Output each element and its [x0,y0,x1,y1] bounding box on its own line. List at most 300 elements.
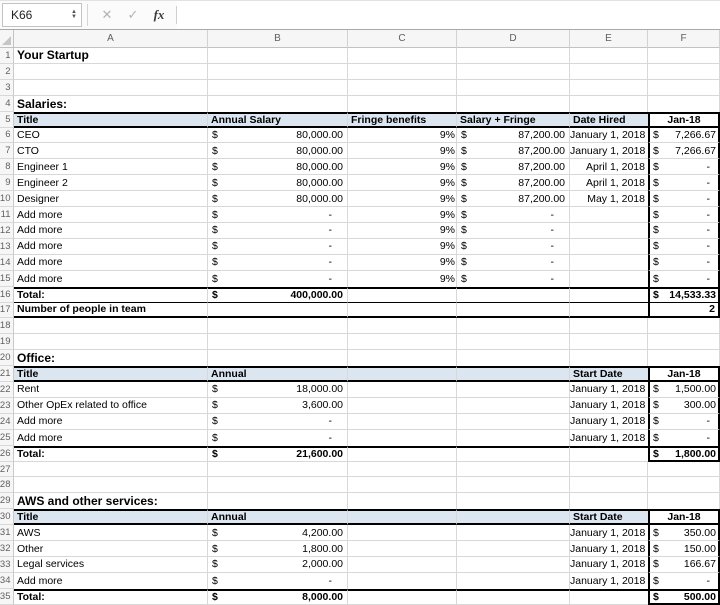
sheet-row-22 [0,382,720,398]
cell-E18[interactable] [570,318,648,334]
cell-D27[interactable] [457,462,570,478]
cell-C30[interactable] [348,509,457,525]
cell-C15[interactable] [348,271,457,287]
cell-A6[interactable] [14,128,208,144]
cell-A20[interactable] [14,350,208,366]
cell-D4[interactable] [457,96,570,112]
cell-C35[interactable] [348,589,457,605]
cell-C17[interactable] [348,303,457,319]
column-header-C[interactable]: C [348,30,457,48]
table-header-label: Title [17,511,39,524]
row-header-9[interactable]: 9 [0,175,14,191]
cell-text: Other OpEx related to office [17,399,147,412]
cell-A31[interactable] [14,525,208,541]
cell-C29[interactable] [348,493,457,509]
cell-E27[interactable] [570,462,648,478]
cell-value: January 1, 2018 [570,574,646,587]
cell-A28[interactable] [14,477,208,493]
cell-A21[interactable] [14,366,208,382]
cell-C7[interactable] [348,143,457,159]
cell-F17[interactable] [648,303,720,319]
row-header-23[interactable]: 23 [0,398,14,414]
sheet-row-3 [0,80,720,96]
cell-value: January 1, 2018 [570,415,646,428]
row-header-14[interactable]: 14 [0,255,14,271]
cell-B17[interactable] [208,303,348,319]
cell-A29[interactable] [14,493,208,509]
sheet-grid [0,48,720,605]
cell-E2[interactable] [570,64,648,80]
cell-F33[interactable] [648,557,720,573]
cell-B8[interactable] [208,159,348,175]
cell-D31[interactable] [457,525,570,541]
cell-A23[interactable] [14,398,208,414]
cell-E11[interactable] [570,207,648,223]
cell-F3[interactable] [648,80,720,96]
row-header-20[interactable]: 20 [0,350,14,366]
cell-B22[interactable] [208,382,348,398]
cell-D18[interactable] [457,318,570,334]
cell-A12[interactable] [14,223,208,239]
cell-D9[interactable] [457,175,570,191]
cell-E10[interactable] [570,191,648,207]
cell-E28[interactable] [570,477,648,493]
cell-A1[interactable] [14,48,208,64]
row-header-21[interactable]: 21 [0,366,14,382]
confirm-icon[interactable]: ✓ [127,7,139,22]
row-header-19[interactable]: 19 [0,334,14,350]
cell-E35[interactable] [570,589,648,605]
cell-A25[interactable] [14,430,208,446]
cell-B12[interactable] [208,223,348,239]
row-header-18[interactable]: 18 [0,318,14,334]
cell-F23[interactable] [648,398,720,414]
cell-C31[interactable] [348,525,457,541]
row-header-30[interactable]: 30 [0,509,14,525]
cell-C25[interactable] [348,430,457,446]
sheet-row-30 [0,509,720,525]
cell-F35[interactable] [648,589,720,605]
cell-C26[interactable] [348,446,457,462]
cell-E15[interactable] [570,271,648,287]
name-box[interactable] [2,3,82,27]
cell-B9[interactable] [208,175,348,191]
cell-D1[interactable] [457,48,570,64]
cell-B18[interactable] [208,318,348,334]
cell-A27[interactable] [14,462,208,478]
cell-D11[interactable] [457,207,570,223]
cell-F11[interactable] [648,207,720,223]
column-header-E[interactable]: E [570,30,648,48]
row-header-11[interactable]: 11 [0,207,14,223]
cell-B4[interactable] [208,96,348,112]
row-header-6[interactable]: 6 [0,128,14,144]
cell-D5[interactable] [457,112,570,128]
cell-D17[interactable] [457,303,570,319]
cell-F21[interactable] [648,366,720,382]
cell-E33[interactable] [570,557,648,573]
cell-A18[interactable] [14,318,208,334]
cell-A5[interactable] [14,112,208,128]
row-header-26[interactable]: 26 [0,446,14,462]
formula-input[interactable] [177,1,720,29]
cell-B32[interactable] [208,541,348,557]
cell-B7[interactable] [208,143,348,159]
cell-B26[interactable] [208,446,348,462]
cell-C22[interactable] [348,382,457,398]
cell-B24[interactable] [208,414,348,430]
sheet-row-26 [0,446,720,462]
cell-B29[interactable] [208,493,348,509]
cell-D10[interactable] [457,191,570,207]
cell-D2[interactable] [457,64,570,80]
insert-function-icon[interactable]: fx [153,7,165,22]
cell-value: 166.67 [683,558,716,571]
row-header-34[interactable]: 34 [0,573,14,589]
cell-F19[interactable] [648,334,720,350]
cell-B20[interactable] [208,350,348,366]
cell-text: AWS [17,526,41,539]
cell-D33[interactable] [457,557,570,573]
cell-D21[interactable] [457,366,570,382]
cell-F1[interactable] [648,48,720,64]
cell-E21[interactable] [570,366,648,382]
cell-C5[interactable] [348,112,457,128]
stepper-up-icon[interactable]: ▲ [71,9,77,15]
cell-A2[interactable] [14,64,208,80]
name-box-stepper[interactable] [71,10,77,20]
cell-E3[interactable] [570,80,648,96]
cell-F5[interactable] [648,112,720,128]
cell-F30[interactable] [648,509,720,525]
cell-A17[interactable] [14,303,208,319]
column-header-F[interactable]: F [648,30,720,48]
cell-F9[interactable] [648,175,720,191]
cell-F18[interactable] [648,318,720,334]
cell-E19[interactable] [570,334,648,350]
cell-F7[interactable] [648,143,720,159]
cell-B16[interactable] [208,287,348,303]
cell-F29[interactable] [648,493,720,509]
cell-value: 3,600.00 [302,399,343,412]
cell-E9[interactable] [570,175,648,191]
row-header-3[interactable]: 3 [0,80,14,96]
cell-B14[interactable] [208,255,348,271]
cell-B27[interactable] [208,462,348,478]
row-header-25[interactable]: 25 [0,430,14,446]
cell-F10[interactable] [648,191,720,207]
cell-A11[interactable] [14,207,208,223]
row-header-17[interactable]: 17 [0,303,14,319]
cell-F32[interactable] [648,541,720,557]
cell-value: 9% [439,256,455,269]
cell-B5[interactable] [208,112,348,128]
cell-value: 87,200.00 [518,128,565,141]
cell-A10[interactable] [14,191,208,207]
cell-A33[interactable] [14,557,208,573]
cell-C4[interactable] [348,96,457,112]
cell-F20[interactable] [648,350,720,366]
cell-B35[interactable] [208,589,348,605]
cell-C6[interactable] [348,128,457,144]
cell-C12[interactable] [348,223,457,239]
cell-E6[interactable] [570,128,648,144]
cell-C16[interactable] [348,287,457,303]
cell-F13[interactable] [648,239,720,255]
cell-D15[interactable] [457,271,570,287]
cell-C24[interactable] [348,414,457,430]
cell-C3[interactable] [348,80,457,96]
cell-D29[interactable] [457,493,570,509]
cell-D34[interactable] [457,573,570,589]
cell-A16[interactable] [14,287,208,303]
cell-A24[interactable] [14,414,208,430]
currency-symbol: $ [653,526,659,539]
currency-symbol: $ [212,431,218,444]
cell-C27[interactable] [348,462,457,478]
cell-E26[interactable] [570,446,648,462]
cell-A4[interactable] [14,96,208,112]
row-header-22[interactable]: 22 [0,382,14,398]
currency-symbol: $ [212,240,218,253]
table-header-label: Title [17,113,39,126]
cell-E22[interactable] [570,382,648,398]
cell-B25[interactable] [208,430,348,446]
cell-value: 9% [439,224,455,237]
cell-C33[interactable] [348,557,457,573]
cell-C18[interactable] [348,318,457,334]
cell-B34[interactable] [208,573,348,589]
cell-B13[interactable] [208,239,348,255]
cell-B3[interactable] [208,80,348,96]
cell-F16[interactable] [648,287,720,303]
cell-B30[interactable] [208,509,348,525]
cell-E14[interactable] [570,255,648,271]
row-header-32[interactable]: 32 [0,541,14,557]
cell-F22[interactable] [648,382,720,398]
currency-symbol: $ [653,192,659,205]
cell-C21[interactable] [348,366,457,382]
cell-D3[interactable] [457,80,570,96]
stepper-down-icon[interactable]: ▼ [71,14,77,20]
cell-text: Add more [17,256,63,269]
cell-B11[interactable] [208,207,348,223]
cell-C8[interactable] [348,159,457,175]
cell-D20[interactable] [457,350,570,366]
cell-B21[interactable] [208,366,348,382]
column-header-A[interactable]: A [14,30,208,48]
cell-D32[interactable] [457,541,570,557]
cell-A9[interactable] [14,175,208,191]
column-header-B[interactable]: B [208,30,348,48]
cell-E25[interactable] [570,430,648,446]
cell-E30[interactable] [570,509,648,525]
row-header-5[interactable]: 5 [0,112,14,128]
row-header-33[interactable]: 33 [0,557,14,573]
cell-C11[interactable] [348,207,457,223]
cell-F14[interactable] [648,255,720,271]
cell-A14[interactable] [14,255,208,271]
cell-E32[interactable] [570,541,648,557]
cell-C19[interactable] [348,334,457,350]
cell-value: - [328,256,332,269]
cell-D13[interactable] [457,239,570,255]
currency-symbol: $ [461,192,467,205]
cell-A19[interactable] [14,334,208,350]
cell-E5[interactable] [570,112,648,128]
cell-E16[interactable] [570,287,648,303]
sheet-row-4 [0,96,720,112]
cell-B1[interactable] [208,48,348,64]
cell-E20[interactable] [570,350,648,366]
cell-C10[interactable] [348,191,457,207]
cell-value: 400,000.00 [290,289,343,302]
cell-E24[interactable] [570,414,648,430]
row-header-12[interactable]: 12 [0,223,14,239]
cell-B10[interactable] [208,191,348,207]
cell-E4[interactable] [570,96,648,112]
row-header-10[interactable]: 10 [0,191,14,207]
cell-C14[interactable] [348,255,457,271]
cell-C13[interactable] [348,239,457,255]
currency-symbol: $ [212,160,218,173]
cell-C28[interactable] [348,477,457,493]
cell-E1[interactable] [570,48,648,64]
cell-F4[interactable] [648,96,720,112]
cell-F12[interactable] [648,223,720,239]
cell-C32[interactable] [348,541,457,557]
cell-D19[interactable] [457,334,570,350]
row-header-28[interactable]: 28 [0,477,14,493]
cell-D26[interactable] [457,446,570,462]
row-header-27[interactable]: 27 [0,462,14,478]
cell-E7[interactable] [570,143,648,159]
toolbar-divider [87,4,88,26]
row-header-15[interactable]: 15 [0,271,14,287]
cell-A7[interactable] [14,143,208,159]
row-header-2[interactable]: 2 [0,64,14,80]
cell-D6[interactable] [457,128,570,144]
cell-text: Add more [17,208,63,221]
row-header-7[interactable]: 7 [0,143,14,159]
cell-F2[interactable] [648,64,720,80]
cell-value: - [328,208,332,221]
cell-C34[interactable] [348,573,457,589]
row-header-31[interactable]: 31 [0,525,14,541]
cell-A35[interactable] [14,589,208,605]
cell-A32[interactable] [14,541,208,557]
select-all-corner[interactable] [0,30,14,48]
cell-E23[interactable] [570,398,648,414]
cell-D22[interactable] [457,382,570,398]
cell-C1[interactable] [348,48,457,64]
cell-F25[interactable] [648,430,720,446]
cell-E8[interactable] [570,159,648,175]
cell-E31[interactable] [570,525,648,541]
cell-B23[interactable] [208,398,348,414]
cell-A15[interactable] [14,271,208,287]
cell-D23[interactable] [457,398,570,414]
cell-F6[interactable] [648,128,720,144]
cell-B28[interactable] [208,477,348,493]
cell-B6[interactable] [208,128,348,144]
row-header-13[interactable]: 13 [0,239,14,255]
row-header-1[interactable]: 1 [0,48,14,64]
cell-B2[interactable] [208,64,348,80]
cell-F15[interactable] [648,271,720,287]
cell-C9[interactable] [348,175,457,191]
row-header-35[interactable]: 35 [0,589,14,605]
sheet-row-16 [0,287,720,303]
cell-E12[interactable] [570,223,648,239]
row-header-29[interactable]: 29 [0,493,14,509]
cell-D7[interactable] [457,143,570,159]
cell-F28[interactable] [648,477,720,493]
cell-D30[interactable] [457,509,570,525]
currency-symbol: $ [461,160,467,173]
cell-A30[interactable] [14,509,208,525]
cell-C20[interactable] [348,350,457,366]
cancel-icon[interactable]: ✕ [101,7,113,22]
cell-D8[interactable] [457,159,570,175]
cell-B19[interactable] [208,334,348,350]
cell-D35[interactable] [457,589,570,605]
cell-B15[interactable] [208,271,348,287]
cell-F24[interactable] [648,414,720,430]
cell-value: 1,800.00 [675,447,716,460]
cell-C23[interactable] [348,398,457,414]
cell-A13[interactable] [14,239,208,255]
cell-A3[interactable] [14,80,208,96]
cell-E13[interactable] [570,239,648,255]
cell-value: January 1, 2018 [570,383,646,396]
column-header-D[interactable]: D [457,30,570,48]
cell-value: 9% [439,240,455,253]
cell-F27[interactable] [648,462,720,478]
cell-text: Add more [17,224,63,237]
row-header-24[interactable]: 24 [0,414,14,430]
row-header-8[interactable]: 8 [0,159,14,175]
cell-A8[interactable] [14,159,208,175]
cell-F31[interactable] [648,525,720,541]
currency-symbol: $ [212,192,218,205]
cell-E29[interactable] [570,493,648,509]
row-header-16[interactable]: 16 [0,287,14,303]
sheet-row-12 [0,223,720,239]
cell-C2[interactable] [348,64,457,80]
cell-E34[interactable] [570,573,648,589]
cell-F26[interactable] [648,446,720,462]
cell-E17[interactable] [570,303,648,319]
cell-D25[interactable] [457,430,570,446]
cell-B33[interactable] [208,557,348,573]
cell-A26[interactable] [14,446,208,462]
cell-D16[interactable] [457,287,570,303]
cell-F34[interactable] [648,573,720,589]
cell-value: 9% [439,208,455,221]
cell-D28[interactable] [457,477,570,493]
cell-D24[interactable] [457,414,570,430]
currency-symbol: $ [653,144,659,157]
cell-A22[interactable] [14,382,208,398]
row-header-4[interactable]: 4 [0,96,14,112]
cell-D12[interactable] [457,223,570,239]
cell-A34[interactable] [14,573,208,589]
cell-F8[interactable] [648,159,720,175]
currency-symbol: $ [653,224,659,237]
cell-B31[interactable] [208,525,348,541]
cell-D14[interactable] [457,255,570,271]
